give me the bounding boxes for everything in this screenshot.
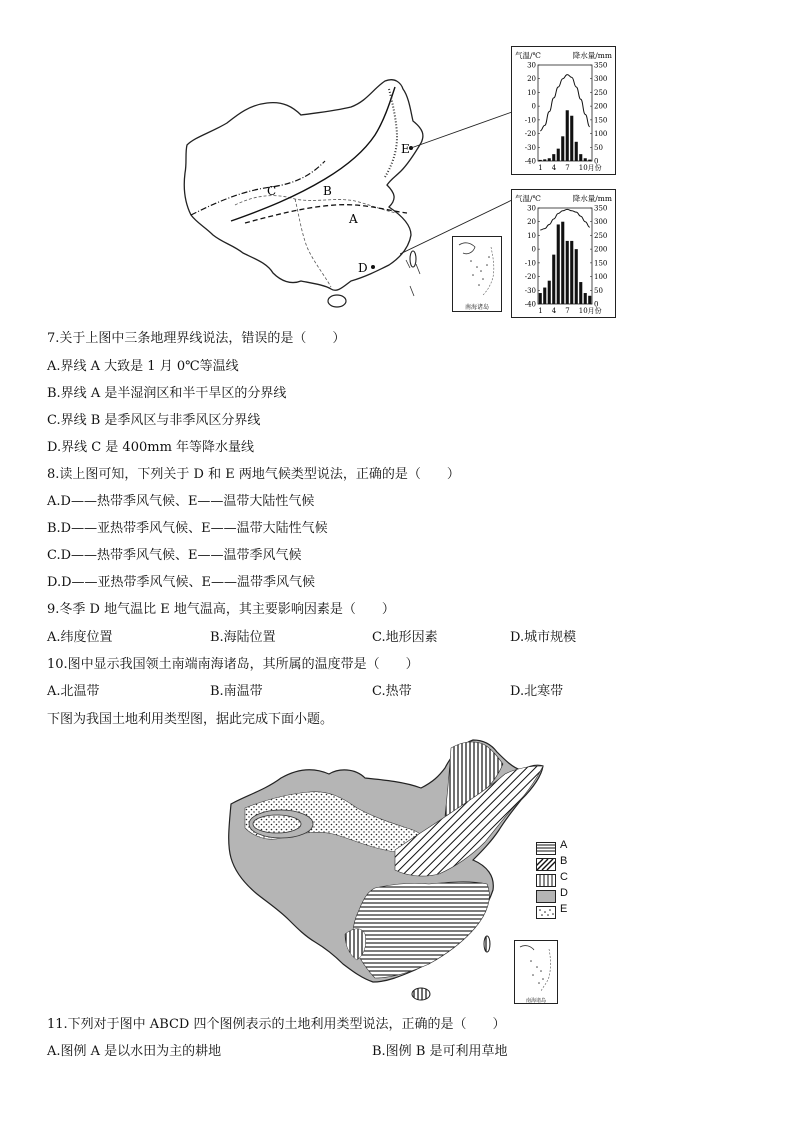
precip-bar (539, 160, 542, 161)
precip-axis-label: 降水量/mm (572, 51, 612, 60)
month-tick: 4 (551, 164, 557, 172)
temp-tick: 0 (531, 245, 536, 254)
precip-tick: 150 (594, 116, 608, 125)
temperature-curve (540, 75, 590, 131)
q7-option-c: C.界线 B 是季风区与非季风区分界线 (47, 413, 261, 428)
temp-tick: -40 (524, 157, 536, 166)
temp-tick: 20 (527, 75, 536, 84)
precip-tick: 150 (594, 259, 608, 268)
precip-bar (548, 281, 551, 304)
precip-tick: 350 (594, 204, 608, 213)
temp-tick: 30 (527, 61, 536, 70)
month-tick: 10月份 (578, 164, 602, 172)
coast-fragment (402, 254, 432, 304)
precip-bar (543, 288, 546, 304)
label-c: C (267, 184, 277, 198)
q9-option-a: A.纬度位置 (47, 630, 113, 645)
temp-tick: -40 (524, 300, 536, 309)
temp-tick: -30 (524, 143, 536, 152)
precip-tick: 250 (594, 231, 608, 240)
land-use-map (225, 738, 550, 1008)
climate-chart-d (511, 189, 616, 318)
inset-caption: 南海诸岛 (464, 304, 489, 311)
precip-bar (557, 149, 560, 161)
precip-bar (566, 110, 569, 161)
legend-b-label: B (560, 855, 568, 867)
precip-bar (539, 293, 542, 304)
legend-e-label: E (560, 903, 568, 915)
south-sea-inset-2 (514, 940, 558, 1004)
precip-bar (579, 154, 582, 161)
precip-axis-label: 降水量/mm (572, 194, 612, 203)
temp-tick: 10 (527, 88, 536, 97)
precip-bar (588, 160, 591, 161)
precip-tick: 0 (594, 157, 599, 166)
month-tick: 7 (565, 307, 570, 315)
label-a: A (349, 212, 358, 226)
q11-option-a: A.图例 A 是以水田为主的耕地 (47, 1044, 222, 1059)
precip-tick: 100 (594, 130, 608, 139)
temp-tick: 0 (531, 102, 536, 111)
precip-tick: 350 (594, 61, 608, 70)
q8-option-c: C.D——热带季风气候、E——温带季风气候 (47, 548, 302, 563)
precip-tick: 50 (594, 143, 603, 152)
q9-option-c: C.地形因素 (372, 630, 438, 645)
month-tick: 7 (565, 164, 570, 172)
temp-axis-label: 气温/℃ (515, 194, 541, 203)
precip-bar (552, 154, 555, 161)
q10-option-b: B.南温带 (210, 684, 263, 699)
precip-bar (588, 296, 591, 304)
climate-chart-e (511, 46, 616, 175)
label-d: D (358, 261, 368, 275)
precip-tick: 250 (594, 88, 608, 97)
precip-bar (543, 159, 546, 161)
precip-bar (570, 116, 573, 161)
precip-bar (566, 241, 569, 304)
q8-option-d: D.D——亚热带季风气候、E——温带季风气候 (47, 575, 316, 590)
temp-tick: -10 (524, 259, 536, 268)
q8-option-b: B.D——亚热带季风气候、E——温带大陆性气候 (47, 521, 328, 536)
label-e: E (401, 142, 410, 156)
precip-bar (561, 136, 564, 161)
inset-caption-2: 南海诸岛 (525, 998, 546, 1004)
temp-tick: -20 (524, 273, 536, 282)
question-10-stem: 10.图中显示我国领土南端南海诸岛，其所属的温度带是（ ） (47, 657, 419, 672)
precip-bar (575, 142, 578, 161)
q9-option-d: D.城市规模 (510, 630, 577, 645)
question-7-stem: 7.关于上图中三条地理界线说法，错误的是（ ） (47, 331, 346, 346)
precip-tick: 200 (594, 245, 608, 254)
question-11-stem: 11.下列对于图中 ABCD 四个图例表示的土地利用类型说法，正确的是（ ） (47, 1017, 506, 1032)
precip-bar (548, 158, 551, 161)
precip-tick: 200 (594, 102, 608, 111)
intro-land-use: 下图为我国土地利用类型图，据此完成下面小题。 (47, 712, 334, 727)
temp-tick: 20 (527, 218, 536, 227)
temp-tick: 10 (527, 231, 536, 240)
temp-tick: -30 (524, 286, 536, 295)
precip-bar (561, 222, 564, 304)
precip-tick: 50 (594, 286, 603, 295)
precip-bar (570, 241, 573, 304)
month-tick: 4 (551, 307, 557, 315)
precip-bar (557, 224, 560, 304)
question-8-stem: 8.读上图可知，下列关于 D 和 E 两地气候类型说法，正确的是（ ） (47, 467, 460, 482)
month-tick: 1 (538, 307, 543, 315)
q11-option-b: B.图例 B 是可利用草地 (372, 1044, 508, 1059)
temp-tick: 30 (527, 204, 536, 213)
precip-bar (575, 249, 578, 304)
temp-tick: -10 (524, 116, 536, 125)
south-sea-inset (452, 236, 502, 312)
temp-axis-label: 气温/℃ (515, 51, 541, 60)
precip-bar (584, 158, 587, 161)
precip-tick: 300 (594, 75, 608, 84)
q7-option-a: A.界线 A 大致是 1 月 0℃等温线 (47, 359, 239, 374)
label-b: B (323, 184, 332, 198)
precip-tick: 300 (594, 218, 608, 227)
q9-option-b: B.海陆位置 (210, 630, 276, 645)
temp-tick: -20 (524, 130, 536, 139)
month-tick: 10月份 (578, 307, 602, 315)
precip-tick: 100 (594, 273, 608, 282)
precip-bar (552, 255, 555, 304)
q10-option-c: C.热带 (372, 684, 412, 699)
q10-option-d: D.北寒带 (510, 684, 564, 699)
precip-bar (584, 293, 587, 304)
q7-option-b: B.界线 A 是半湿润区和半干旱区的分界线 (47, 386, 287, 401)
legend-d-label: D (560, 887, 568, 899)
legend-c-label: C (560, 871, 568, 883)
q8-option-a: A.D——热带季风气候、E——温带大陆性气候 (47, 494, 315, 509)
precip-tick: 0 (594, 300, 599, 309)
question-9-stem: 9.冬季 D 地气温比 E 地气温高，其主要影响因素是（ ） (47, 602, 395, 617)
precip-bar (579, 282, 582, 304)
temperature-curve (540, 209, 590, 230)
legend-a-label: A (560, 839, 568, 851)
month-tick: 1 (538, 164, 543, 172)
q10-option-a: A.北温带 (47, 684, 100, 699)
q7-option-d: D.界线 C 是 400mm 年等降水量线 (47, 440, 255, 455)
